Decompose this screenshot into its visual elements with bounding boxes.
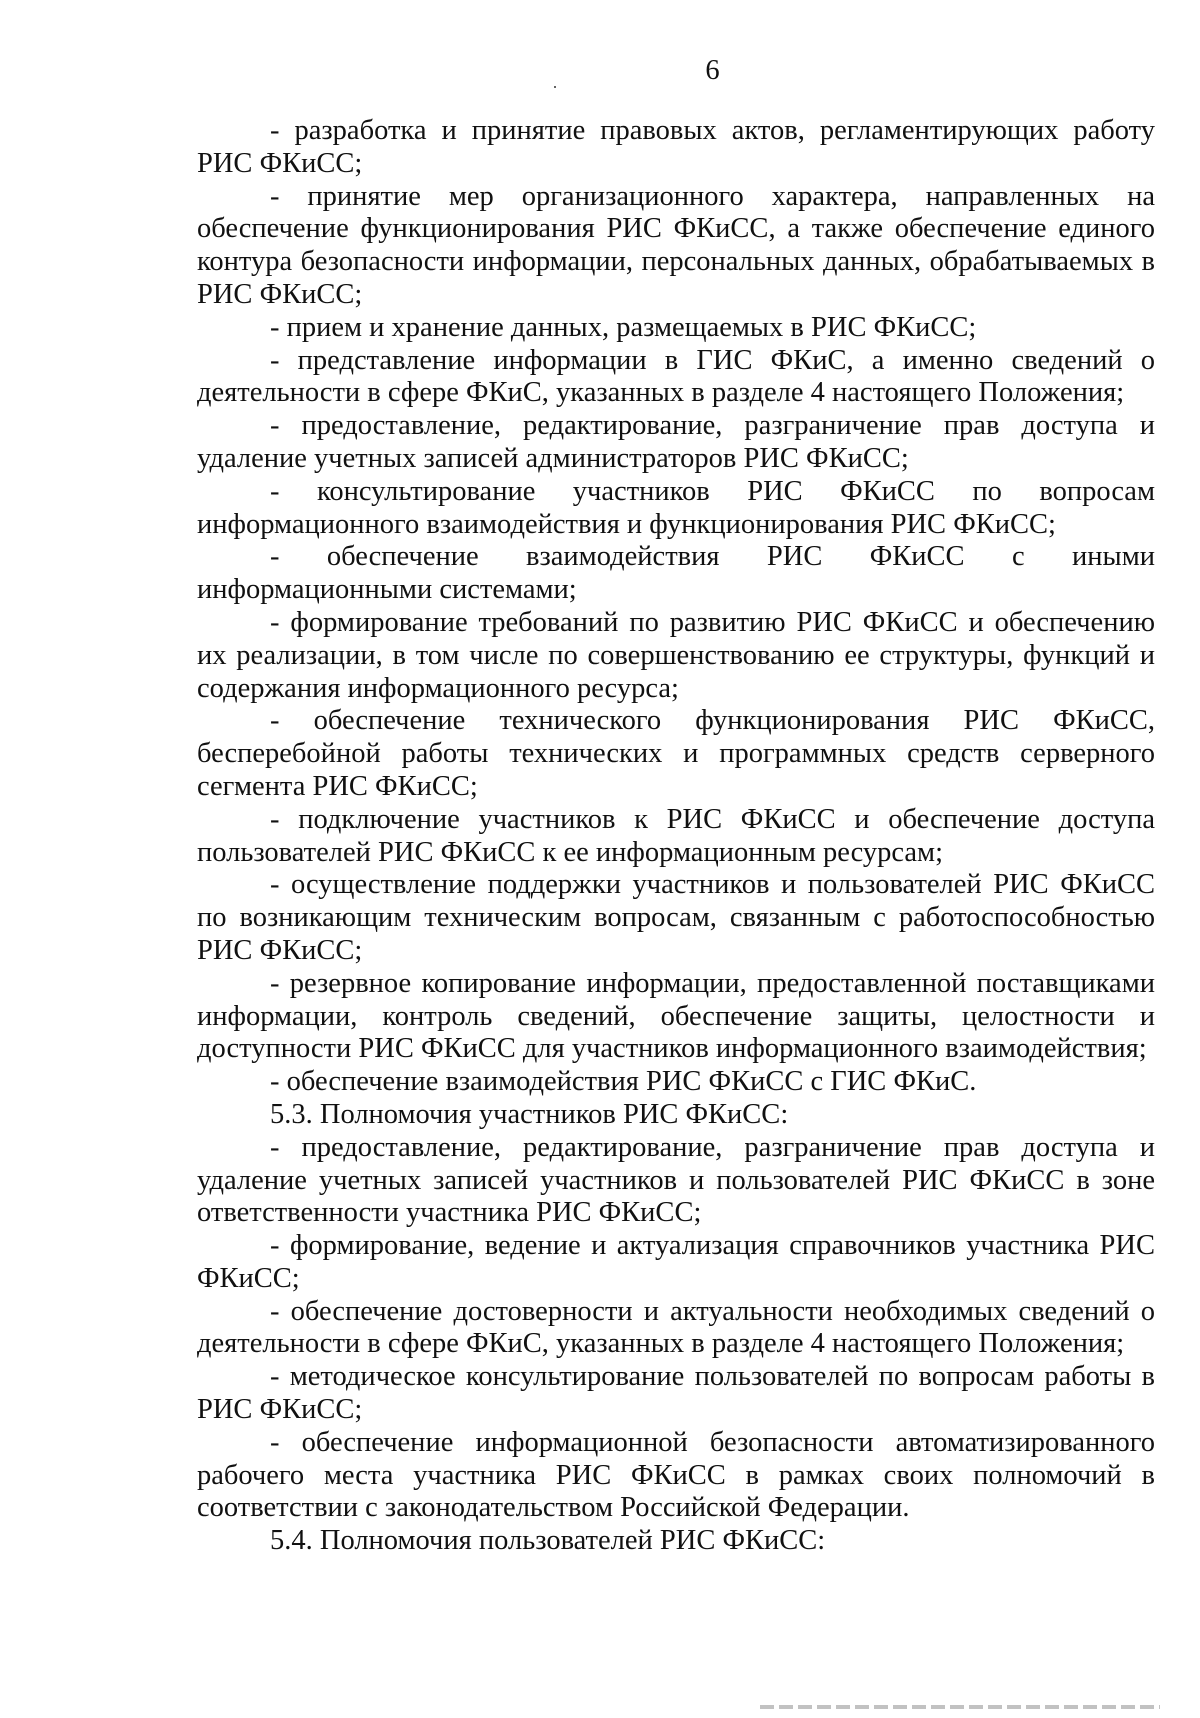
paragraph: - разработка и принятие правовых актов, регламентирующих работу РИС ФКиСС; [197,115,1155,179]
paragraph: - подключение участников к РИС ФКиСС и обеспечение доступа пользователей РИС ФКиСС к ее информационным ресурсам; [197,803,1155,868]
paragraph: - консультирование участников РИС ФКиСС по вопросам информационного взаимодействия и функционирования РИС ФКиСС; [197,475,1155,540]
paragraph: - методическое консультирование пользователей по вопросам работы в РИС ФКиСС; [197,1361,1155,1426]
paragraph: - осуществление поддержки участников и пользователей РИС ФКиСС по возникающим техническим вопросам, связанным с работоспособностью РИС ФКиСС; [197,869,1155,966]
paragraph: - обеспечение взаимодействия РИС ФКиСС с ГИС ФКиС. [270,1066,977,1098]
scan-dot [554,86,556,88]
page-number: 6 [705,55,720,86]
paragraph: - предоставление, редактирование, разграничение прав доступа и удаление учетных записей администраторов РИС ФКиСС; [197,410,1155,474]
paragraph: - формирование требований по развитию РИС ФКиСС и обеспечению их реализации, в том числе по совершенствованию ее структуры, функций и содержания информационного ресурса; [197,606,1155,704]
scan-edge-marks [760,1705,1160,1709]
document-body [197,115,1155,1558]
paragraph: - прием и хранение данных, размещаемых в РИС ФКиСС; [270,311,977,343]
paragraph: - обеспечение информационной безопасности автоматизированного рабочего места участника РИС ФКиСС в рамках своих полномочий в соответствии с законодательством Российской Федерации. [197,1426,1155,1524]
paragraph: - обеспечение взаимодействия РИС ФКиСС с иными информационными системами; [197,541,1155,606]
section-heading: 5.4. Полномочия пользователей РИС ФКиСС: [270,1525,826,1557]
paragraph: - принятие мер организационного характера, направленных на обеспечение функционирования РИС ФКиСС, а также обеспечение единого контура безопасности информации, персональных данных, обрабатываемых в РИС ФКиСС; [197,180,1155,310]
paragraph: - обеспечение технического функционирования РИС ФКиСС, бесперебойной работы технических и программных средств серверного сегмента РИС ФКиСС; [197,705,1155,802]
paragraph: - формирование, ведение и актуализация справочников участника РИС ФКиСС; [197,1230,1155,1294]
paragraph: - предоставление, редактирование, разграничение прав доступа и удаление учетных записей участников и пользователей РИС ФКиСС в зоне ответственности участника РИС ФКиСС; [197,1131,1155,1229]
paragraph: - представление информации в ГИС ФКиС, а именно сведений о деятельности в сфере ФКиС, указанных в разделе 4 настоящего Положения; [197,344,1155,409]
section-heading: 5.3. Полномочия участников РИС ФКиСС: [270,1098,789,1130]
paragraph: - резервное копирование информации, предоставленной поставщиками информации, контроль сведений, обеспечение защиты, целостности и доступности РИС ФКиСС для участников информационного взаимодействия; [197,967,1155,1065]
paragraph: - обеспечение достоверности и актуальности необходимых сведений о деятельности в сфере ФКиС, указанных в разделе 4 настоящего Положения; [197,1295,1155,1360]
